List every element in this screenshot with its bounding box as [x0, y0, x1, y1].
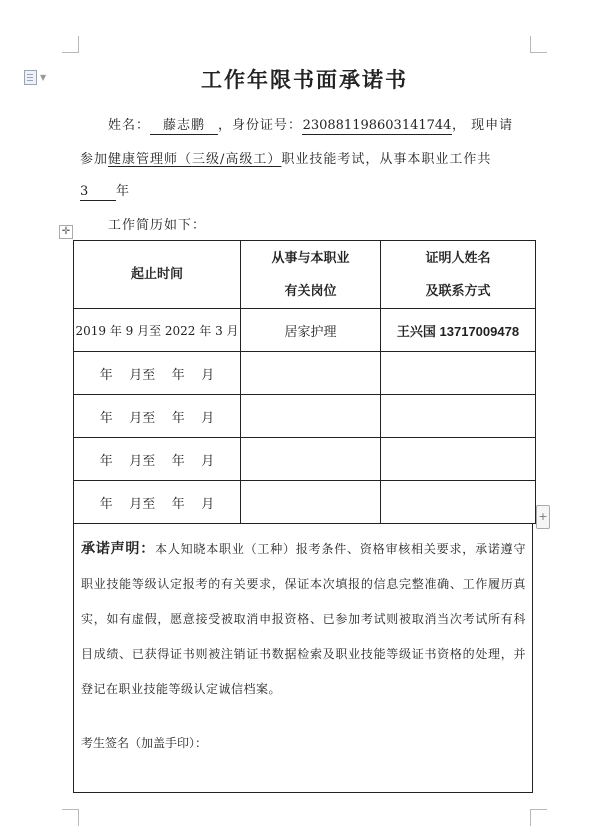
name-label: 姓名： — [108, 118, 151, 133]
witness-cell[interactable] — [381, 395, 536, 438]
page-corner-mark-bottom-left — [62, 809, 79, 826]
intro-line-3 — [80, 180, 130, 201]
id-number-value: 230881198603141744 — [302, 118, 452, 133]
work-history-table — [73, 240, 536, 524]
witness-cell[interactable] — [381, 438, 536, 481]
chevron-down-icon[interactable]: ▼ — [40, 73, 47, 82]
period-cell[interactable]: 年 月至 年 月 — [74, 395, 241, 438]
table-row — [74, 309, 536, 352]
table-move-handle-icon[interactable]: ✛ — [59, 225, 73, 239]
intro-line-1-tail: ， 现申请 — [452, 118, 514, 133]
header-witness — [381, 241, 536, 309]
intro-line-2-mid: 职业技能考试，从事本职业工作共 — [281, 152, 492, 167]
header-witness-line-2: 及联系方式 — [425, 283, 491, 299]
post-cell[interactable] — [241, 481, 381, 524]
period-cell[interactable]: 年 月至 年 月 — [74, 352, 241, 395]
period-cell[interactable]: 年 月至 年 月 — [74, 481, 241, 524]
period-cell[interactable]: 年 月至 年 月 — [74, 438, 241, 481]
header-witness-line-1: 证明人姓名 — [425, 250, 491, 266]
id-label: ，身份证号： — [218, 118, 303, 133]
page-corner-mark-top-left — [62, 36, 79, 53]
table-row — [74, 438, 536, 481]
page-corner-mark-top-right — [530, 36, 547, 53]
signature-label: 考生签名（加盖手印）： — [81, 736, 208, 750]
page-title: 工作年限书面承诺书 — [201, 67, 408, 92]
add-row-button[interactable]: + — [536, 505, 550, 529]
header-post-line-2: 有关岗位 — [284, 283, 337, 299]
post-cell[interactable]: 居家护理 — [241, 309, 381, 352]
table-header-row — [74, 241, 536, 309]
table-row — [74, 481, 536, 524]
header-period: 起止时间 — [74, 241, 241, 309]
intro-line-2 — [80, 148, 491, 167]
table-row — [74, 395, 536, 438]
header-post-line-1: 从事与本职业 — [271, 250, 350, 266]
table-row — [74, 352, 536, 395]
witness-cell[interactable] — [381, 352, 536, 395]
years-unit: 年 — [116, 184, 131, 199]
post-cell[interactable] — [241, 352, 381, 395]
post-cell[interactable] — [241, 438, 381, 481]
witness-cell[interactable]: 王兴国 13717009478 — [381, 309, 536, 352]
promise-paragraph — [81, 532, 526, 707]
promise-section — [73, 524, 533, 793]
intro-line-1 — [108, 114, 513, 135]
exam-name: 健康管理师（三级/高级工） — [108, 152, 282, 167]
post-cell[interactable] — [241, 395, 381, 438]
promise-label: 承诺声明： — [81, 541, 156, 557]
promise-text: 本人知晓本职业（工种）报考条件、资格审核相关要求，承诺遵守职业技能等级认定报考的有关要求，保证本次填报的信息完整准确、工作履历真实，如有虚假，愿意接受被取消申报资格、已参加考试则被取消当次考试所有科目成绩、已获得证书则被注销证书数据检索及职业技能等级证书资格的处理，并登记在职业技能等级认定诚信档案。 — [81, 542, 526, 696]
period-cell[interactable]: 2019 年 9 月至 2022 年 3 月 — [74, 309, 241, 352]
page-corner-mark-bottom-right — [530, 809, 547, 826]
years-value: 3 — [80, 184, 116, 201]
witness-cell[interactable] — [381, 481, 536, 524]
intro-line-2-prefix: 参加 — [80, 152, 109, 167]
resume-label: 工作简历如下： — [108, 218, 207, 233]
name-value: 藤志鹏 — [150, 118, 218, 135]
header-post — [241, 241, 381, 309]
